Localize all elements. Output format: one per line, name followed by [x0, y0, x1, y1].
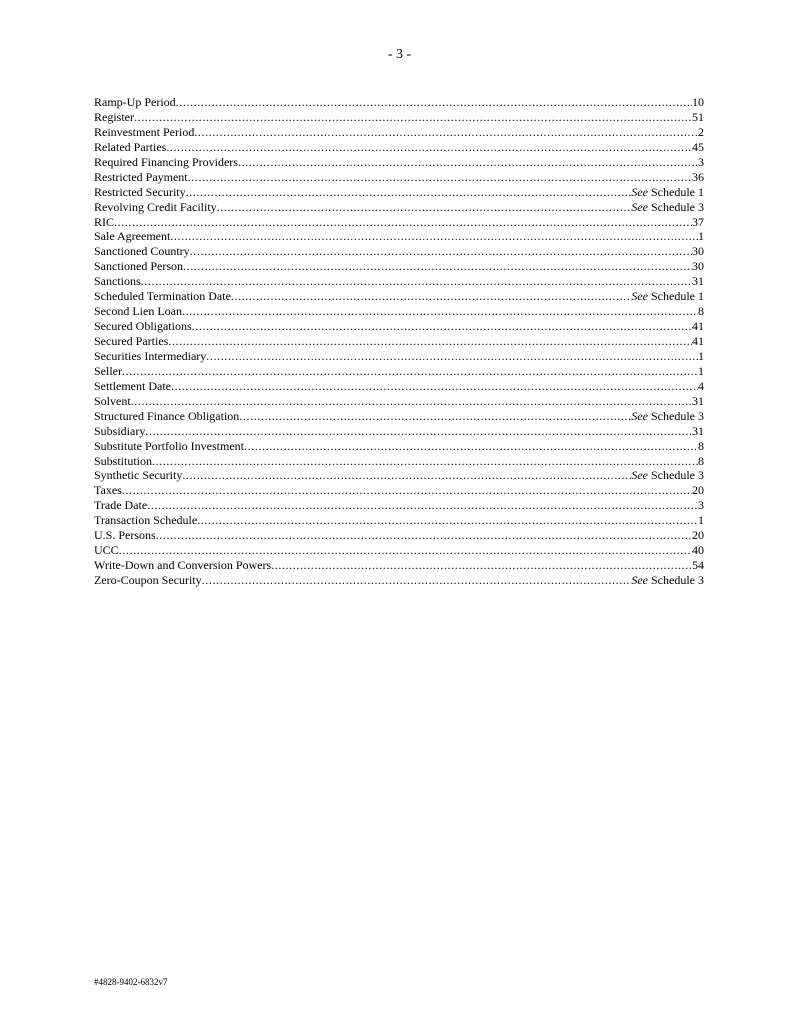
index-reference: [692, 110, 704, 125]
dot-leader: [168, 334, 692, 349]
index-term: Taxes: [94, 483, 122, 498]
index-reference: [631, 468, 704, 483]
dot-leader: [122, 364, 698, 379]
see-reference-label: See: [631, 199, 648, 214]
see-reference-label: See: [631, 184, 648, 199]
see-reference-label: See: [631, 468, 648, 483]
index-term: Sanctioned Country: [94, 244, 190, 259]
page-reference: 31: [692, 393, 704, 408]
index-term: Substitute Portfolio Investment: [94, 438, 244, 453]
dot-leader: [197, 513, 698, 528]
page-reference: 30: [692, 259, 704, 274]
index-entry: [94, 349, 704, 364]
index-entry: [94, 394, 704, 409]
index-entry: [94, 468, 704, 483]
index-term: Sale Agreement: [94, 229, 171, 244]
page-reference: 41: [692, 319, 704, 334]
index-entry: [94, 155, 704, 170]
dot-leader: [183, 259, 692, 274]
index-reference: [698, 513, 704, 528]
page-reference: 8: [698, 438, 704, 453]
page-reference: 10: [692, 95, 704, 109]
index-reference: [692, 394, 704, 409]
dot-leader: [131, 394, 692, 409]
dot-leader: [192, 319, 692, 334]
index-reference: [692, 543, 704, 558]
index-reference: [692, 244, 704, 259]
defined-terms-index: [94, 95, 704, 588]
index-reference: [698, 498, 704, 513]
index-entry: [94, 140, 704, 155]
index-term: Sanctions: [94, 274, 141, 289]
page-reference: 1: [698, 363, 704, 378]
dot-leader: [114, 215, 692, 230]
see-reference-label: See: [631, 289, 648, 304]
index-entry: [94, 185, 704, 200]
page-reference: 2: [698, 124, 704, 139]
index-term: UCC: [94, 543, 119, 558]
index-term: Synthetic Security: [94, 468, 183, 483]
index-reference: [698, 304, 704, 319]
page-reference: 3: [698, 154, 704, 169]
schedule-reference: Schedule 3: [648, 468, 704, 483]
page-reference: 8: [698, 453, 704, 468]
index-reference: [692, 334, 704, 349]
index-entry: [94, 498, 704, 513]
index-term: Securities Intermediary: [94, 348, 207, 363]
dot-leader: [119, 543, 692, 558]
dot-leader: [134, 110, 692, 125]
index-term: U.S. Persons: [94, 528, 156, 543]
index-term: Ramp-Up Period: [94, 95, 176, 109]
index-entry: [94, 244, 704, 259]
dot-leader: [176, 95, 692, 110]
dot-leader: [194, 125, 698, 140]
index-entry: [94, 558, 704, 573]
dot-leader: [171, 379, 698, 394]
dot-leader: [182, 468, 631, 483]
index-term: Transaction Schedule: [94, 513, 198, 528]
see-reference-label: See: [631, 408, 648, 423]
page-reference: 3: [698, 498, 704, 513]
index-term: Secured Parties: [94, 334, 169, 348]
index-term: Subsidiary: [94, 423, 146, 438]
page-reference: 1: [698, 348, 704, 363]
index-term: Settlement Date: [94, 378, 171, 393]
index-entry: [94, 409, 704, 424]
index-entry: [94, 483, 704, 498]
page-reference: 51: [692, 109, 704, 124]
page-reference: 37: [692, 214, 704, 229]
index-reference: [631, 200, 704, 215]
dot-leader: [156, 528, 692, 543]
see-reference-label: See: [631, 573, 648, 587]
dot-leader: [122, 483, 692, 498]
dot-leader: [239, 409, 631, 424]
index-term: RIC: [94, 214, 115, 229]
index-term: Secured Obligations: [94, 319, 192, 334]
index-entry: [94, 454, 704, 469]
index-entry: [94, 125, 704, 140]
index-entry: [94, 110, 704, 125]
index-entry: [94, 439, 704, 454]
index-term: Restricted Security: [94, 184, 186, 199]
dot-leader: [147, 498, 698, 513]
page-reference: 20: [692, 528, 704, 543]
page-reference: 54: [692, 558, 704, 573]
page-reference: 31: [692, 423, 704, 438]
page-reference: 45: [692, 139, 704, 154]
index-reference: [692, 259, 704, 274]
index-term: Reinvestment Period: [94, 124, 195, 139]
index-term: Structured Finance Obligation: [94, 408, 240, 423]
index-reference: [692, 483, 704, 498]
index-reference: [698, 125, 704, 140]
dot-leader: [166, 140, 692, 155]
index-reference: [698, 155, 704, 170]
index-term: Restricted Payment: [94, 169, 188, 184]
page-reference: 36: [692, 169, 704, 184]
index-entry: [94, 304, 704, 319]
index-reference: [631, 289, 704, 304]
index-reference: [631, 185, 704, 200]
index-entry: [94, 334, 704, 349]
dot-leader: [190, 244, 692, 259]
index-reference: [698, 364, 704, 379]
index-term: Register: [94, 109, 134, 124]
schedule-reference: Schedule 1: [648, 289, 704, 304]
index-term: Related Parties: [94, 139, 167, 154]
index-reference: [698, 349, 704, 364]
page-reference: 8: [698, 304, 704, 319]
index-reference: [698, 454, 704, 469]
index-entry: [94, 513, 704, 528]
index-term: Scheduled Termination Date: [94, 289, 231, 304]
dot-leader: [202, 573, 632, 588]
dot-leader: [206, 349, 698, 364]
index-reference: [692, 170, 704, 185]
dot-leader: [170, 229, 698, 244]
dot-leader: [182, 304, 698, 319]
page-number: - 3 -: [387, 47, 412, 62]
dot-leader: [271, 558, 692, 573]
index-term: Second Lien Loan: [94, 304, 182, 319]
schedule-reference: Schedule 3: [648, 408, 704, 423]
page-reference: 4: [698, 378, 704, 393]
index-entry: [94, 95, 704, 110]
index-reference: [692, 319, 704, 334]
index-entry: [94, 543, 704, 558]
index-term: Substitution: [94, 453, 153, 468]
index-term: Trade Date: [94, 498, 148, 513]
index-entry: [94, 364, 704, 379]
schedule-reference: Schedule 3: [648, 199, 704, 214]
schedule-reference: Schedule 3: [648, 573, 704, 587]
index-entry: [94, 229, 704, 244]
index-entry: [94, 200, 704, 215]
index-reference: [692, 274, 704, 289]
page-reference: 20: [692, 483, 704, 498]
dot-leader: [145, 424, 692, 439]
index-term: Zero-Coupon Security: [94, 573, 202, 587]
index-entry: [94, 215, 704, 230]
index-reference: [698, 439, 704, 454]
dot-leader: [188, 170, 692, 185]
index-reference: [698, 379, 704, 394]
dot-leader: [244, 439, 698, 454]
index-reference: [631, 409, 704, 424]
document-id: #4828-9402-6832v7: [94, 977, 168, 987]
dot-leader: [217, 200, 632, 215]
index-reference: [692, 140, 704, 155]
index-entry: [94, 289, 704, 304]
page-reference: 1: [698, 513, 704, 528]
page-reference: 1: [698, 229, 704, 244]
index-reference: [692, 95, 704, 110]
index-term: Seller: [94, 363, 122, 378]
index-reference: [631, 573, 704, 588]
index-entry: [94, 259, 704, 274]
index-term: Solvent: [94, 393, 131, 408]
index-term: Write-Down and Conversion Powers: [94, 558, 272, 573]
index-entry: [94, 170, 704, 185]
schedule-reference: Schedule 1: [648, 184, 704, 199]
index-term: Sanctioned Person: [94, 259, 183, 274]
dot-leader: [141, 274, 692, 289]
index-reference: [692, 528, 704, 543]
index-entry: [94, 319, 704, 334]
dot-leader: [152, 454, 698, 469]
dot-leader: [238, 155, 698, 170]
index-term: Revolving Credit Facility: [94, 199, 217, 214]
index-reference: [692, 424, 704, 439]
index-entry: [94, 274, 704, 289]
page-reference: 30: [692, 244, 704, 259]
index-entry: [94, 424, 704, 439]
index-entry: [94, 379, 704, 394]
index-entry: [94, 573, 704, 588]
index-entry: [94, 528, 704, 543]
dot-leader: [231, 289, 631, 304]
index-reference: [698, 229, 704, 244]
index-reference: [692, 558, 704, 573]
dot-leader: [186, 185, 632, 200]
page-reference: 31: [692, 274, 704, 289]
index-reference: [692, 215, 704, 230]
index-term: Required Financing Providers: [94, 154, 238, 169]
page-reference: 41: [692, 334, 704, 348]
page-reference: 40: [692, 543, 704, 558]
